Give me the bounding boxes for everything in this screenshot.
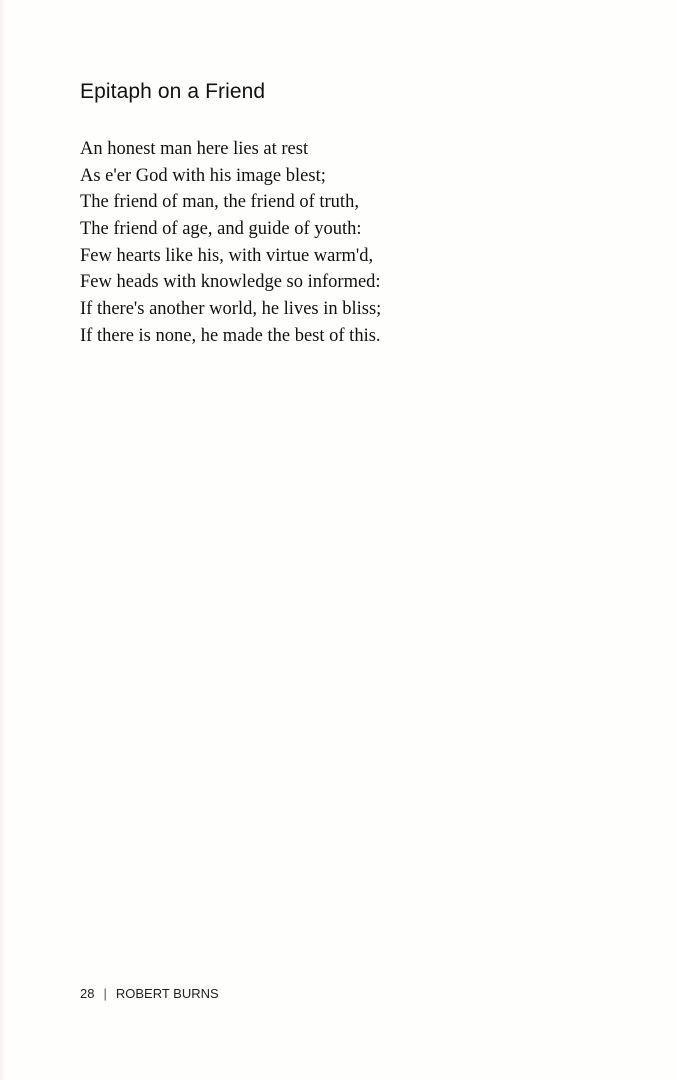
page-number: 28 xyxy=(80,986,95,1001)
poem-line: As e'er God with his image blest; xyxy=(80,165,326,186)
poem-body xyxy=(80,136,381,350)
poem-line: If there is none, he made the best of this. xyxy=(80,325,381,346)
poem-line: Few hearts like his, with virtue warm'd, xyxy=(80,245,374,266)
poem-title: Epitaph on a Friend xyxy=(80,80,266,103)
poem-line: The friend of man, the friend of truth, xyxy=(80,192,359,213)
poem-line: The friend of age, and guide of youth: xyxy=(80,219,362,240)
running-author: ROBERT BURNS xyxy=(115,986,219,1001)
footer-separator: | xyxy=(103,986,107,1001)
poem-line: An honest man here lies at rest xyxy=(80,139,309,159)
poem-line: If there's another world, he lives in bliss; xyxy=(80,299,382,320)
poem-line: Few heads with knowledge so informed: xyxy=(80,272,381,293)
page-footer xyxy=(80,986,219,1001)
page-edge-shadow xyxy=(0,0,6,1080)
